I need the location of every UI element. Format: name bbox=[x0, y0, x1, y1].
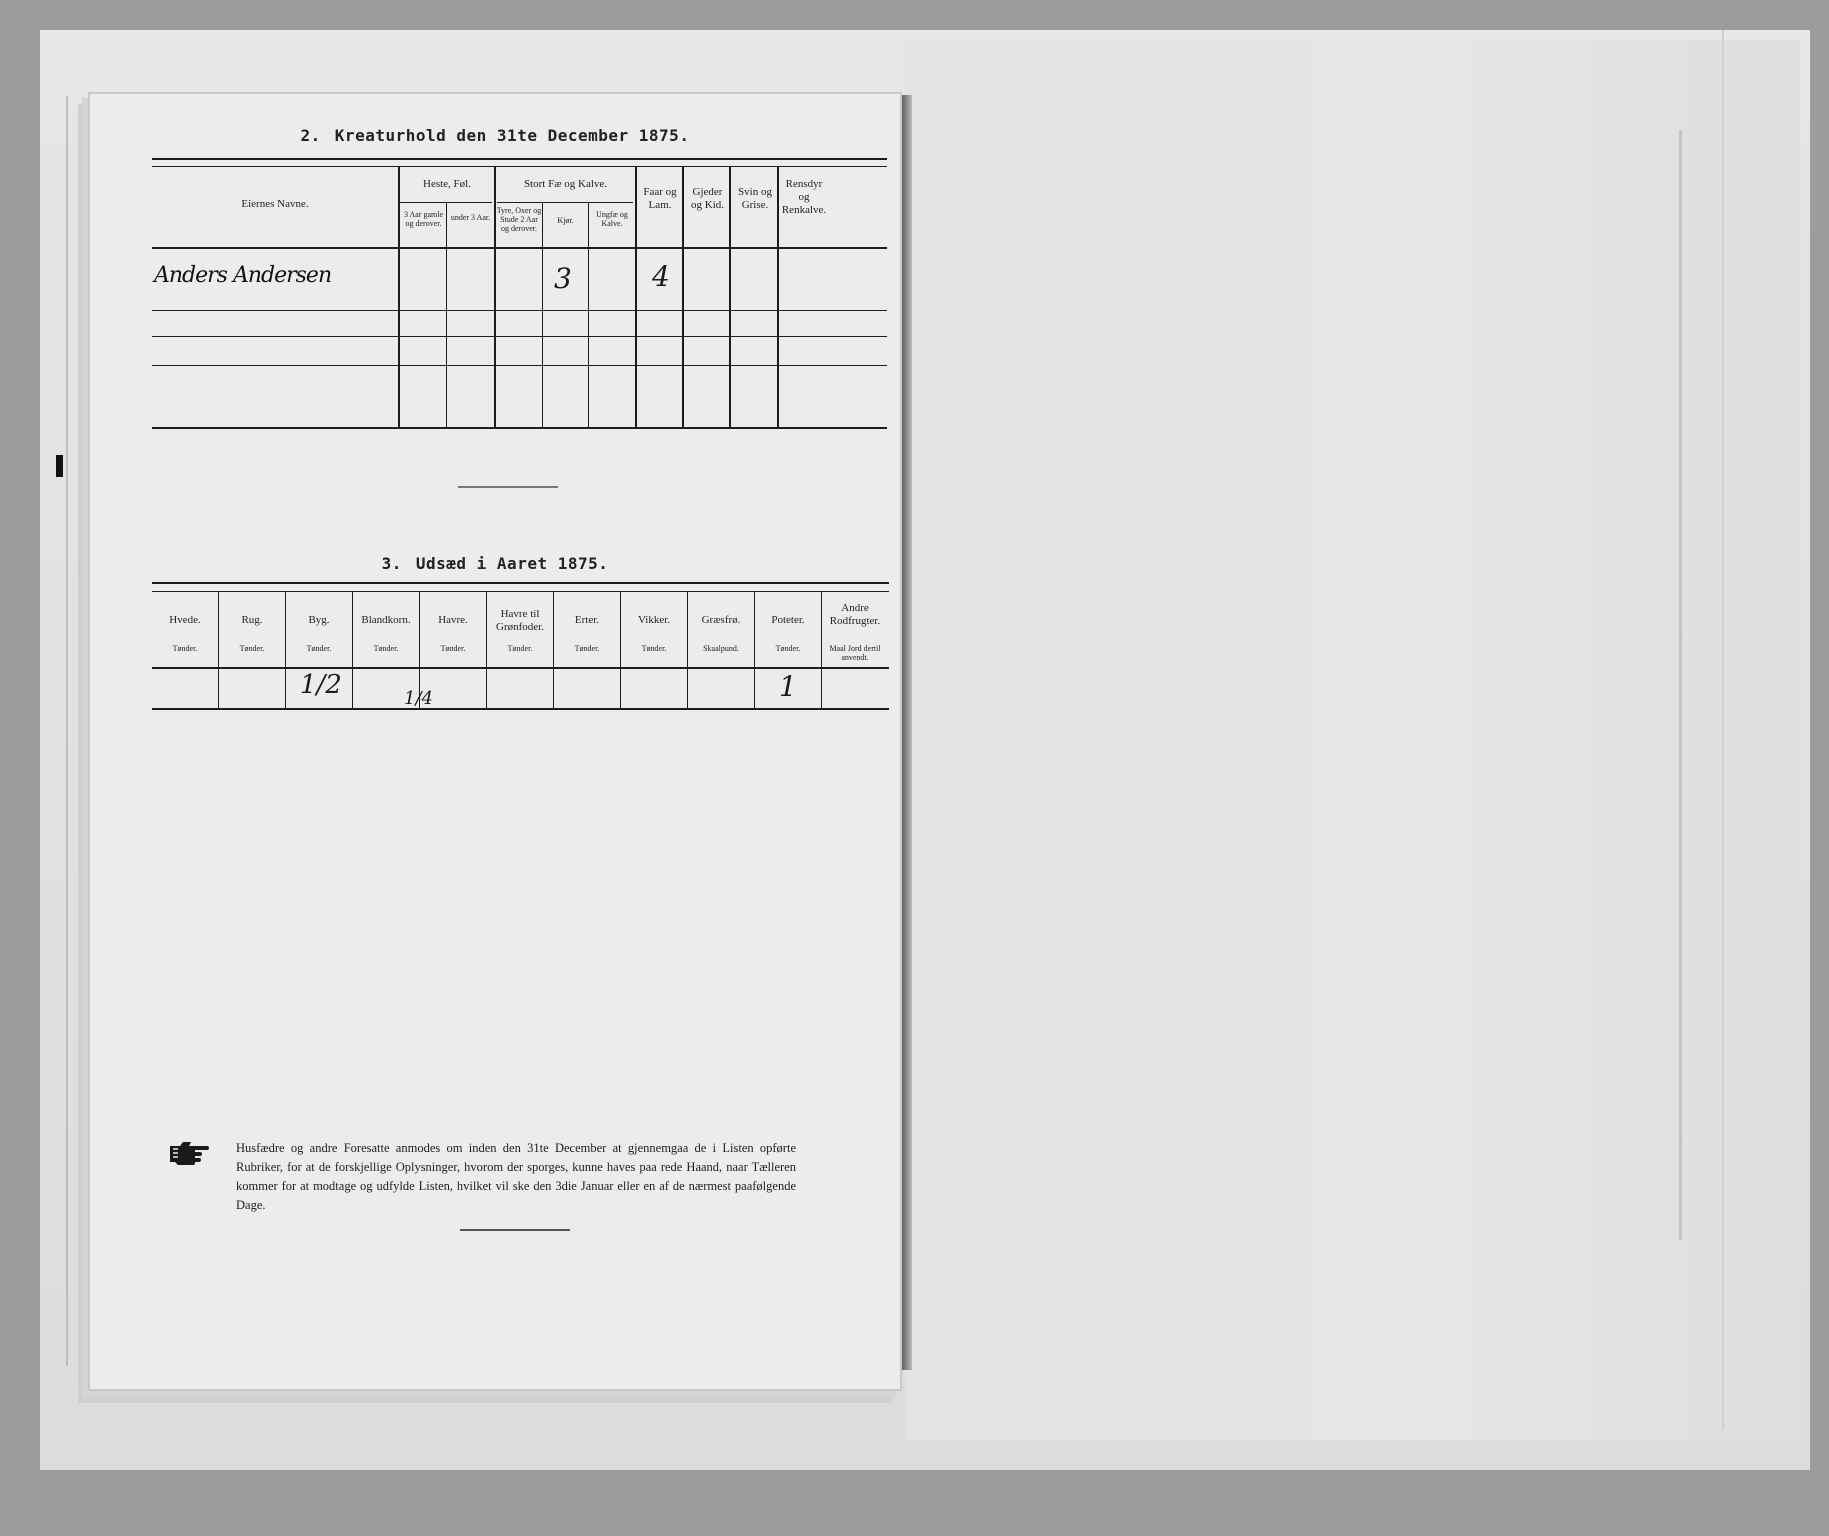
header-horses-young: under 3 Aar. bbox=[450, 213, 491, 222]
seed-header-grass-seed: Græsfrø. bbox=[701, 614, 741, 626]
seed-unit-other-roots: Maal Jord dertil anvendt. bbox=[829, 644, 881, 662]
page-fold-line bbox=[1679, 130, 1682, 1240]
owner-name-cell: Anders Andersen bbox=[154, 263, 332, 288]
seed-unit-peas: Tønder. bbox=[574, 644, 600, 653]
seed-header-wheat: Hvede. bbox=[169, 614, 201, 626]
header-cattle-young: Ungfæ og Kalve. bbox=[596, 210, 628, 228]
seed-unit-green-fodder: Tønder. bbox=[507, 644, 533, 653]
seed-header-peas: Erter. bbox=[574, 614, 600, 626]
header-goats: Gjeder og Kid. bbox=[691, 186, 724, 211]
header-owner-names: Eiernes Navne. bbox=[241, 198, 309, 210]
seed-header-rye: Rug. bbox=[241, 614, 263, 626]
seed-unit-grass-seed: Skaalpund. bbox=[703, 644, 739, 653]
seed-header-other-roots: Andre Rodfrugter. bbox=[829, 602, 881, 627]
page-spine bbox=[66, 96, 83, 1366]
seed-header-vetch: Vikker. bbox=[637, 614, 671, 626]
header-cattle-bulls: Tyre, Oxer og Stude 2 Aar og derover. bbox=[496, 206, 542, 233]
page-edge-line bbox=[1722, 30, 1724, 1430]
livestock-section-number: 2. bbox=[300, 126, 321, 145]
seed-section-title: Udsæd i Aaret 1875. bbox=[415, 554, 609, 573]
seed-unit-barley: Tønder. bbox=[306, 644, 332, 653]
header-sheep: Faar og Lam. bbox=[643, 186, 677, 211]
binding-mark bbox=[56, 455, 63, 477]
header-pigs: Svin og Grise. bbox=[738, 186, 772, 211]
seed-section-number: 3. bbox=[381, 554, 402, 573]
section-divider bbox=[458, 486, 558, 488]
oats-value-cell: 1/4 bbox=[404, 688, 433, 709]
seed-unit-vetch: Tønder. bbox=[641, 644, 667, 653]
seed-header-mixed-grain: Blandkorn. bbox=[361, 614, 411, 626]
seed-unit-potatoes: Tønder. bbox=[775, 644, 801, 653]
header-horses-old: 3 Aar gamle og derover. bbox=[403, 210, 444, 228]
instructions-notice: Husfædre og andre Foresatte anmodes om inden den 31te December at gjennemgaa de i Listen opførte Rubriker, for at de forskjellige Oplysninger, hvorom der sporges, kunne haves paa rede Haand, naar Tælleren kommer for at modtage og udfylde Listen, hvilket vil ske den 3die Januar eller en af de nærmest paafølgende Dage. bbox=[236, 1141, 796, 1212]
seed-title bbox=[90, 554, 900, 573]
seed-unit-rye: Tønder. bbox=[239, 644, 265, 653]
seed-header-potatoes: Poteter. bbox=[771, 614, 805, 626]
blank-facing-page bbox=[905, 40, 1800, 1440]
seed-header-green-fodder: Havre til Grønfoder. bbox=[496, 608, 544, 633]
seed-header-barley: Byg. bbox=[308, 614, 330, 626]
barley-value-cell: 1/2 bbox=[300, 670, 342, 700]
sheep-count-cell: 4 bbox=[652, 260, 670, 293]
pointing-hand-icon bbox=[168, 1137, 212, 1167]
livestock-title bbox=[90, 126, 900, 145]
footer-divider bbox=[460, 1229, 570, 1231]
livestock-table bbox=[152, 158, 887, 428]
header-horses: Heste, Føl. bbox=[423, 178, 471, 190]
seed-unit-oats: Tønder. bbox=[440, 644, 466, 653]
header-cattle-cows: Kjør. bbox=[557, 216, 574, 225]
header-reindeer: Rensdyr og Renkalve. bbox=[781, 178, 827, 216]
seed-unit-wheat: Tønder. bbox=[172, 644, 198, 653]
census-form-page bbox=[88, 92, 902, 1391]
livestock-section-title: Kreaturhold den 31te December 1875. bbox=[334, 126, 690, 145]
cows-count-cell: 3 bbox=[554, 262, 572, 295]
seed-table bbox=[152, 582, 889, 712]
seed-unit-mixed-grain: Tønder. bbox=[373, 644, 399, 653]
seed-header-oats: Havre. bbox=[438, 614, 468, 626]
header-cattle: Stort Fæ og Kalve. bbox=[523, 178, 608, 190]
potatoes-value-cell: 1 bbox=[779, 670, 797, 703]
